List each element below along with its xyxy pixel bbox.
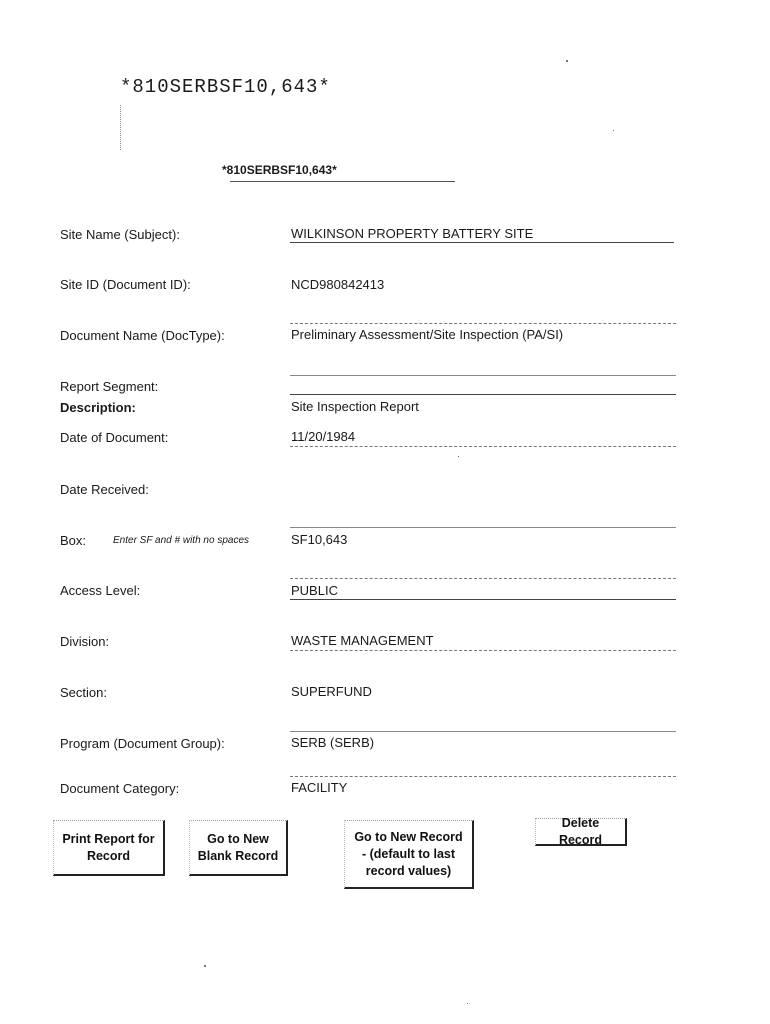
program-label: Program (Document Group):: [60, 736, 225, 751]
access-level-underline: [290, 599, 676, 600]
document-category-value[interactable]: FACILITY: [291, 780, 348, 795]
description-value[interactable]: Site Inspection Report: [291, 399, 419, 414]
print-report-button[interactable]: [53, 820, 165, 876]
box-hint: Enter SF and # with no spaces: [113, 535, 250, 546]
barcode-caption: *810SERBSF10,643*: [222, 163, 337, 177]
box-label: Box:: [60, 533, 87, 548]
barcode-text: *810SERBSF10,643*: [120, 76, 331, 98]
scan-speck: [204, 965, 206, 967]
section-value[interactable]: SUPERFUND: [291, 684, 372, 699]
site-id-label: Site ID (Document ID):: [60, 277, 191, 292]
document-name-value[interactable]: Preliminary Assessment/Site Inspection (PA/SI): [291, 327, 564, 342]
date-received-underline: [290, 527, 676, 528]
delete-record-button-label: Delete Record: [558, 815, 603, 847]
date-of-document-underline: [290, 446, 676, 447]
date-of-document-label: Date of Document:: [60, 430, 169, 445]
print-report-button-label: Print Report for Record: [62, 831, 155, 863]
access-level-value[interactable]: PUBLIC: [291, 583, 338, 598]
program-topline: [290, 731, 676, 732]
division-underline: [290, 650, 676, 651]
division-label: Division:: [60, 634, 110, 649]
report-segment-line: [290, 375, 676, 376]
document-category-label: Document Category:: [60, 781, 180, 796]
site-name-label: Site Name (Subject):: [60, 227, 180, 242]
document-category-topline: [290, 776, 676, 777]
new-record-default-button-label: Go to New Record - (default to last record values): [354, 829, 463, 878]
scan-speck: [458, 456, 459, 457]
scan-speck: [613, 130, 614, 131]
date-received-label: Date Received:: [60, 482, 149, 497]
new-record-default-button[interactable]: [344, 820, 474, 889]
delete-record-button[interactable]: [535, 815, 627, 847]
report-segment-label: Report Segment:: [60, 379, 159, 394]
site-name-underline: [290, 242, 674, 243]
new-blank-record-button-label: Go to New Blank Record: [197, 831, 279, 863]
document-name-label: Document Name (DocType):: [60, 328, 225, 343]
scan-mark: [120, 105, 121, 150]
access-level-label: Access Level:: [60, 583, 141, 598]
date-of-document-value[interactable]: 11/20/1984: [291, 429, 356, 444]
description-label: Description:: [60, 400, 136, 415]
scan-speck: [566, 60, 568, 62]
division-value[interactable]: WASTE MANAGEMENT: [291, 633, 434, 648]
section-label: Section:: [60, 685, 107, 700]
access-level-topline: [290, 578, 676, 579]
program-value[interactable]: SERB (SERB): [291, 735, 375, 750]
document-name-topline: [290, 323, 676, 324]
report-segment-underline: [290, 394, 676, 395]
site-name-value[interactable]: WILKINSON PROPERTY BATTERY SITE: [291, 226, 534, 241]
barcode-underline: [230, 181, 455, 182]
new-blank-record-button[interactable]: [189, 820, 288, 876]
scan-speck: [467, 1003, 468, 1004]
site-id-value[interactable]: NCD980842413: [291, 277, 385, 292]
box-value[interactable]: SF10,643: [291, 532, 348, 547]
